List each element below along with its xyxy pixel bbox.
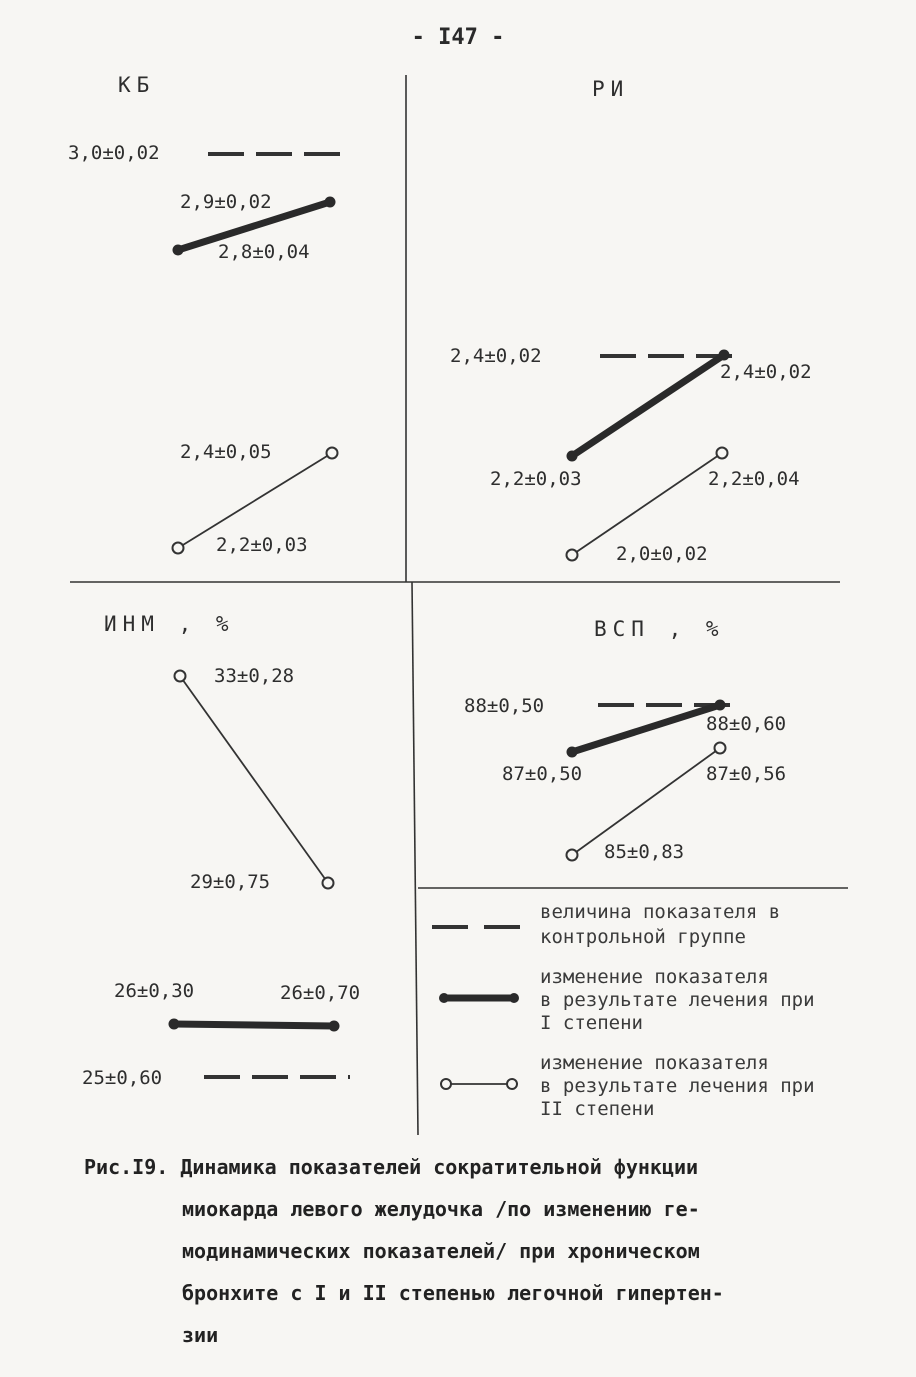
kb-stage1-start-point	[173, 245, 184, 256]
vsp-stage1-start-label: 87±0,50	[502, 763, 583, 785]
panel-inm-title: ИНМ , %	[104, 612, 235, 636]
inm-stage2-end-label: 29±0,75	[190, 871, 271, 893]
inm-stage1-start-point	[169, 1019, 180, 1030]
inm-stage1-end-label: 26±0,70	[280, 982, 361, 1004]
vsp-control-label: 88±0,50	[464, 695, 545, 717]
ri-stage1-start-point	[567, 451, 578, 462]
ri-control-label: 2,4±0,02	[450, 345, 542, 367]
kb-stage2-end-point	[327, 448, 338, 459]
vsp-stage2-line	[572, 748, 720, 855]
caption-line-4: бронхите с I и II степенью легочной гипертен-	[182, 1281, 724, 1305]
kb-stage2-start-label: 2,2±0,03	[216, 534, 308, 556]
vsp-stage1-start-point	[567, 747, 578, 758]
legend-stage2-circle-right	[507, 1079, 517, 1089]
panel-inm	[82, 612, 360, 1089]
inm-stage2-line	[180, 676, 328, 883]
ri-stage2-start-point	[567, 550, 578, 561]
panel-vsp-title: ВСП , %	[594, 617, 725, 641]
legend-stage1-line3: I степени	[540, 1012, 643, 1034]
vsp-stage2-start-point	[567, 850, 578, 861]
panel-ri-title: РИ	[592, 77, 630, 101]
vsp-stage1-end-point	[715, 700, 726, 711]
panel-ri	[450, 77, 812, 565]
kb-stage1-start-label: 2,8±0,04	[218, 241, 310, 263]
ri-stage1-end-label: 2,4±0,02	[720, 361, 812, 383]
vsp-stage2-start-label: 85±0,83	[604, 841, 685, 863]
vsp-stage2-end-point	[715, 743, 726, 754]
inm-stage1-end-point	[329, 1021, 340, 1032]
panel-kb-title: КБ	[118, 73, 156, 97]
ri-stage2-end-point	[717, 448, 728, 459]
inm-stage2-start-label: 33±0,28	[214, 665, 295, 687]
caption-line-1: Рис.I9. Динамика показателей сократительной функции	[84, 1155, 699, 1179]
inm-stage2-end-point	[323, 878, 334, 889]
inm-stage1-line	[174, 1024, 334, 1026]
kb-stage1-end-label: 2,9±0,02	[180, 191, 272, 213]
kb-stage2-end-label: 2,4±0,05	[180, 441, 272, 463]
kb-stage2-start-point	[173, 543, 184, 554]
inm-stage2-start-point	[175, 671, 186, 682]
legend-stage2-line2: в результате лечения при	[540, 1075, 815, 1097]
inm-stage1-start-label: 26±0,30	[114, 980, 195, 1002]
ri-stage2-end-label: 2,2±0,04	[708, 468, 800, 490]
legend-control-line2: контрольной группе	[540, 926, 746, 948]
ri-stage2-line	[572, 453, 722, 555]
caption-line-2: миокарда левого желудочка /по изменению ге-	[182, 1197, 700, 1221]
legend-stage1-line1: изменение показателя	[540, 966, 769, 988]
vsp-stage1-line	[572, 705, 720, 752]
page-number: - I47 -	[411, 25, 505, 50]
legend-stage1-dot-right	[509, 993, 519, 1003]
legend-stage2-circle-left	[441, 1079, 451, 1089]
ri-stage1-end-point	[719, 350, 730, 361]
ri-stage1-line	[572, 355, 724, 456]
panel-kb	[68, 73, 352, 556]
vsp-stage1-end-label: 88±0,60	[706, 713, 787, 735]
kb-stage1-end-point	[325, 197, 336, 208]
legend-stage1-dot-left	[439, 993, 449, 1003]
inm-control-label: 25±0,60	[82, 1067, 163, 1089]
legend-stage2-line3: II степени	[540, 1098, 655, 1120]
legend	[432, 901, 815, 1120]
ri-stage1-start-label: 2,2±0,03	[490, 468, 582, 490]
kb-control-label: 3,0±0,02	[68, 142, 160, 164]
ri-stage2-start-label: 2,0±0,02	[616, 543, 708, 565]
legend-stage2-line1: изменение показателя	[540, 1052, 769, 1074]
caption-line-5: зии	[182, 1323, 219, 1347]
legend-control-line1: величина показателя в	[540, 901, 781, 923]
legend-stage1-line2: в результате лечения при	[540, 989, 815, 1011]
caption-line-3: модинамических показателей/ при хроническом	[182, 1239, 700, 1263]
divider-vertical-bottom	[412, 582, 418, 1135]
panel-vsp	[464, 617, 786, 863]
figure-caption	[84, 1155, 724, 1347]
vsp-stage2-end-label: 87±0,56	[706, 763, 787, 785]
